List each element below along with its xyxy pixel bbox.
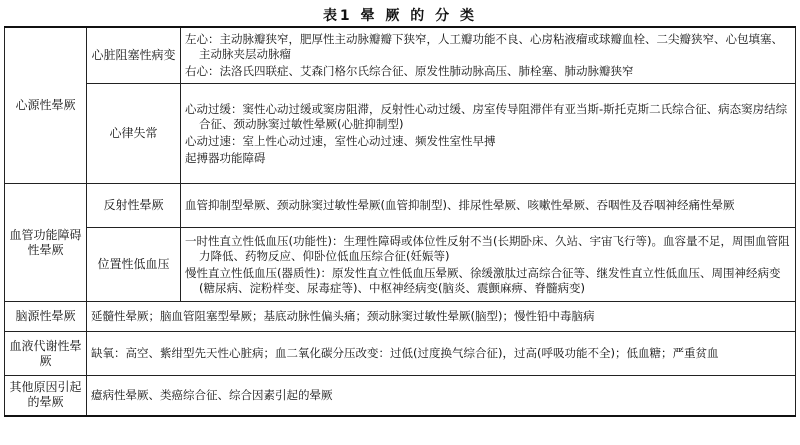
cell-obstructive [181,27,796,84]
obstructive-right: 右心：法洛氏四联症、艾森门格尔氏综合征、原发性肺动脉高压、肺栓塞、肺动脉瓣狭窄 [185,64,634,78]
table-title: 表1 晕 厥 的 分 类 [322,8,478,24]
arrhythmia-brady: 心动过缓：窦性心动过缓或窦房阻滞，反射性心动过缓、房室传导阻滞伴有亚当斯-斯托克斯二氏综合征、病态窦房结综合征、颈动脉窦过敏性晕厥(心脏抑制型) [185,101,788,131]
subcategory-postural: 位置性低血压 [87,228,181,302]
table-row [5,302,796,332]
category-other: 其他原因引起的晕厥 [5,376,87,416]
cell-reflex: 血管抑制型晕厥、颈动脉窦过敏性晕厥(血管抑制型)、排尿性晕厥、咳嗽性晕厥、吞咽性及吞咽神经痛性晕厥 [181,184,796,228]
syncope-classification-table [4,26,796,417]
cell-other: 癔病性晕厥、类癌综合征、综合因素引起的晕厥 [87,376,796,416]
category-metabolic: 血液代谢性晕厥 [5,332,87,376]
subcategory-obstructive: 心脏阻塞性病变 [87,27,181,84]
postural-chronic: 慢性直立性低血压(器质性)：原发性直立性低血压晕厥、徐缓激肽过高综合征等、继发性直立性低血压、周围神经病变(糖尿病、淀粉样变、尿毒症等)、中枢神经病变(脑炎、震颤麻痹、脊髓病变) [185,265,781,295]
category-cerebral: 脑源性晕厥 [5,302,87,332]
arrhythmia-tachy: 心动过速：室上性心动过速，室性心动过速、频发性室性早搏 [185,133,496,148]
table-row [5,184,796,228]
cell-cerebral: 延髓性晕厥；脑血管阻塞型晕厥；基底动脉性偏头痛；颈动脉窦过敏性晕厥(脑型)；慢性铅中毒脑病 [87,302,796,332]
cell-arrhythmia [181,84,796,184]
obstructive-left: 左心：主动脉瓣狭窄，肥厚性主动脉瓣瓣下狭窄，人工瓣功能不良、心房粘液瘤或球瓣血栓、二尖瓣狭窄、心包填塞、主动脉夹层动脉瘤 [185,32,783,61]
table-row [5,228,796,302]
table-row [5,27,796,84]
subcategory-reflex: 反射性晕厥 [87,184,181,228]
table-row [5,84,796,184]
cell-postural [181,228,796,302]
arrhythmia-pacemaker: 起搏器功能障碍 [185,150,266,165]
subcategory-arrhythmia: 心律失常 [87,84,181,184]
table-row [5,376,796,416]
category-vascular: 血管功能障碍性晕厥 [5,184,87,302]
table-row [5,332,796,376]
cell-metabolic: 缺氧：高空、紫绀型先天性心脏病；血二氧化碳分压改变：过低(过度换气综合征)，过高(呼吸功能不全)；低血糖；严重贫血 [87,332,796,376]
postural-transient: 一时性直立性低血压(功能性)：生理性障碍或体位性反射不当(长期卧床、久站、宇宙飞行等)。血容量不足，周围血管阻力降低、药物反应、仰卧位低血压综合征(妊娠等) [185,233,790,263]
category-cardiac: 心源性晕厥 [5,27,87,184]
